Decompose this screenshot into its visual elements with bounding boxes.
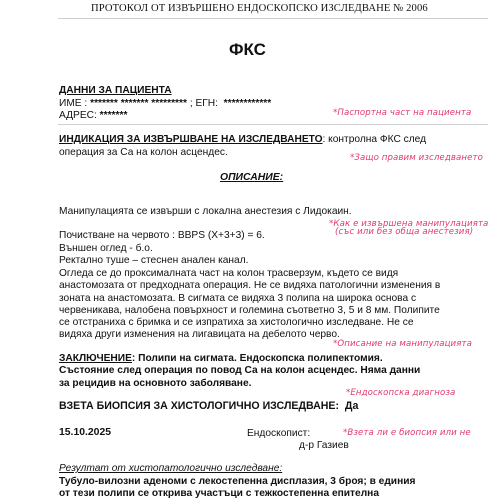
conclusion-text: : Полипи на сигмата. Ендоскопска полипектомия.	[131, 353, 383, 364]
biopsy-value: Да	[344, 400, 359, 412]
address-value: *******	[99, 110, 128, 121]
note-description: *Описание на манипулацията	[333, 339, 472, 349]
header-divider	[58, 18, 488, 19]
address-label: АДРЕС:	[59, 110, 97, 121]
note-manipulation-1: *Как е извършена манипулацията	[329, 219, 489, 229]
conclusion-block	[59, 353, 420, 390]
description-line: Огледа се до проксималната част на колон трасверзум, където се видя	[59, 268, 399, 279]
endoscopist-name: д-р Газиев	[299, 440, 349, 451]
endoscopist-label: Ендоскопист:	[247, 428, 311, 439]
note-why: *Защо правим изследването	[350, 153, 483, 163]
histology-label: Резултат от хистопатологично изследване:	[59, 463, 283, 474]
patient-name-row	[59, 98, 271, 110]
document-title: ФКС	[229, 40, 266, 59]
description-line: се отстраниха с бримка и се изпратиха за хистологично изследване. Не се	[59, 317, 414, 329]
protocol-title: ПРОТОКОЛ ОТ ИЗВЪРШЕНО ЕНДОСКОПСКО ИЗСЛЕДВАНЕ № 2006	[91, 3, 428, 14]
anesthesia-text: Манипулацията се извърши с локална анестезия с Лидокаин.	[59, 206, 352, 217]
biopsy-row	[59, 400, 358, 412]
patient-section-label: ДАННИ ЗА ПАЦИЕНТА	[59, 85, 172, 96]
description-line: зоната на анастомозата. В сигмата се видяха 3 полипа на широка основа с	[59, 292, 417, 304]
note-passport: *Паспортна част на пациента	[333, 108, 472, 118]
description-heading: ОПИСАНИЕ:	[220, 172, 284, 183]
note-manipulation-2: (със или без обща анестезия)	[335, 227, 474, 237]
rectal-text: Ректално туше – стеснен анален канал.	[59, 255, 249, 266]
name-label: ИМЕ :	[59, 98, 88, 109]
egn-value: ************	[223, 98, 272, 109]
egn-label: ; ЕГН:	[189, 98, 218, 109]
biopsy-label: ВЗЕТА БИОПСИЯ ЗА ХИСТОЛОГИЧНО ИЗСЛЕДВАНЕ:	[59, 400, 340, 412]
conclusion-label: ЗАКЛЮЧЕНИЕ	[59, 353, 132, 364]
external-text: Външен оглед - б.о.	[59, 243, 153, 254]
exam-date: 15.10.2025	[59, 427, 112, 438]
patient-divider	[58, 124, 488, 125]
name-value: ******* ******* *********	[90, 98, 187, 109]
conclusion-line: за рецидив на основното заболяване.	[59, 377, 252, 389]
description-line: видяха други изменения на лигавицата на дебелото черво.	[59, 329, 340, 341]
note-diagnosis: *Ендоскопска диагноза	[346, 388, 456, 398]
conclusion-line: Състояние след операция по повод Са на колон асцендес. Няма данни	[59, 365, 421, 377]
indication-text: : контролна ФКС след	[322, 134, 427, 145]
description-paragraph	[59, 268, 440, 342]
histology-block	[59, 476, 415, 501]
description-line: анастомозата от предходната операция. Не се видяха патологични изменения в	[59, 280, 441, 292]
histology-line: от тези полипи се открива участъци с тежкостепенна епителна	[59, 488, 379, 500]
description-line: червеникава, налобена повърхност и големина съответно 3, 5 и 8 мм. Полипите	[59, 304, 440, 316]
note-biopsy: *Взета ли е биопсия или не	[343, 428, 471, 438]
bbps-text: Почистване на червото : BBPS (X+3+3) = 6.	[59, 230, 265, 241]
patient-address-row	[59, 110, 127, 122]
histology-line: Тубуло-вилозни аденоми с лекостепенна дисплазия, 3 броя; в единия	[59, 476, 416, 487]
indication-label: ИНДИКАЦИЯ ЗА ИЗВЪРШВАНЕ НА ИЗСЛЕДВАНЕТО	[59, 134, 323, 145]
conclusion-line1	[59, 353, 420, 365]
indication-line2: операция за Са на колон асцендес.	[59, 147, 228, 158]
indication-line1	[59, 134, 426, 146]
